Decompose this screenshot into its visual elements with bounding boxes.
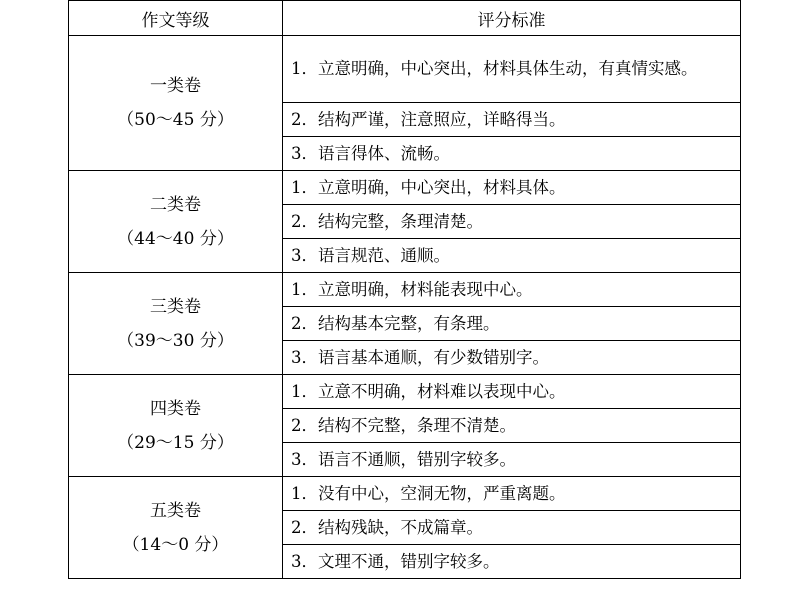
grade-level-cell [69,36,283,171]
table-row [69,477,741,511]
grade-level-cell [69,171,283,273]
table-row [69,171,741,205]
criterion-cell: 2．结构基本完整，有条理。 [283,307,741,341]
criterion-cell: 1．立意明确，中心突出，材料具体生动，有真情实感。 [283,36,741,103]
grade-range: （14～0 分） [122,534,229,555]
criterion-cell: 2．结构完整，条理清楚。 [283,205,741,239]
grade-level-cell [69,273,283,375]
grade-range: （50～45 分） [117,110,234,130]
criterion-cell: 2．结构不完整，条理不清楚。 [283,409,741,443]
grade-name: 三类卷 [150,296,201,317]
grade-level-cell [69,375,283,477]
grade-name: 五类卷 [150,500,201,521]
grade-name: 一类卷 [150,76,201,96]
grading-table [68,0,741,579]
grade-level-cell [69,477,283,579]
grade-range: （29～15 分） [117,432,234,453]
criterion-cell: 3．语言规范、通顺。 [283,239,741,273]
grade-name: 二类卷 [150,194,201,215]
criterion-cell: 1．立意明确，中心突出，材料具体。 [283,171,741,205]
header-criteria: 评分标准 [283,1,741,36]
table-row [69,375,741,409]
header-level: 作文等级 [69,1,283,36]
criterion-cell: 2．结构残缺，不成篇章。 [283,511,741,545]
criterion-cell: 3．文理不通，错别字较多。 [283,545,741,579]
criterion-cell: 1．立意不明确，材料难以表现中心。 [283,375,741,409]
grade-name: 四类卷 [150,398,201,419]
criterion-cell: 3．语言基本通顺，有少数错别字。 [283,341,741,375]
criterion-cell: 3．语言得体、流畅。 [283,137,741,171]
criterion-cell: 1．立意明确，材料能表现中心。 [283,273,741,307]
criterion-cell: 3．语言不通顺，错别字较多。 [283,443,741,477]
header-row [69,1,741,36]
criterion-cell: 1．没有中心，空洞无物，严重离题。 [283,477,741,511]
table-row [69,36,741,103]
grade-range: （39～30 分） [117,330,234,351]
grade-range: （44～40 分） [117,228,234,249]
table-row [69,273,741,307]
criterion-cell: 2．结构严谨，注意照应，详略得当。 [283,103,741,137]
